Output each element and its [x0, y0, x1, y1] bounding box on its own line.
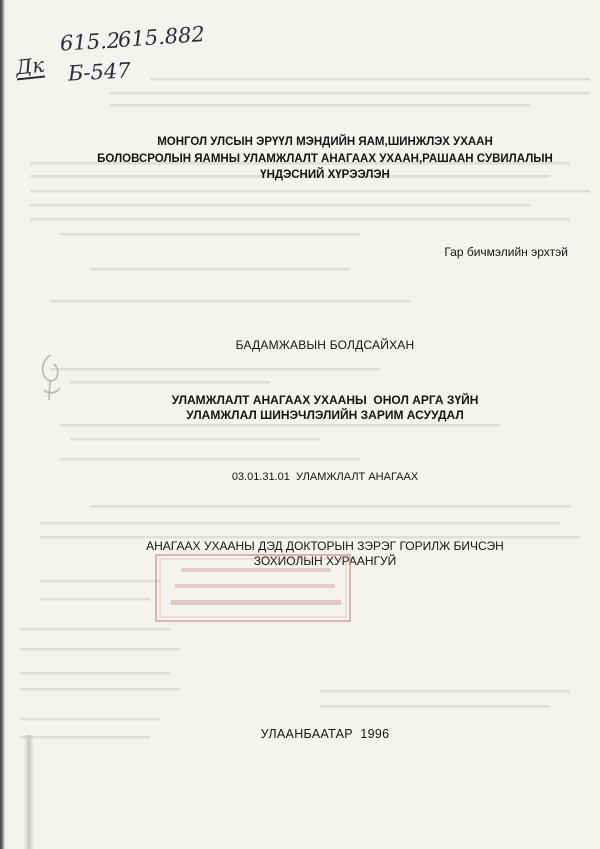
bleed-through-line: [40, 522, 560, 525]
manuscript-rights-note: Гар бичмэлийн эрхтэй: [444, 245, 568, 259]
handwritten-shelf-code: 615.882: [117, 22, 206, 53]
place-and-year: [50, 727, 600, 741]
header-line: ҮНДЭСНИЙ ХҮРЭЭЛЭН: [260, 169, 390, 181]
author-name: [50, 338, 600, 352]
bleed-through-line: [50, 300, 410, 303]
handwritten-shelf-code: Б-547: [67, 58, 132, 86]
bleed-through-line: [60, 424, 500, 427]
library-stamp: [153, 552, 353, 624]
bleed-through-line: [40, 598, 150, 601]
title-line: УЛАМЖЛАЛТ АНАГААХ УХААНЫ ОНОЛ АРГА ЗҮЙН: [171, 393, 479, 407]
bleed-through-line: [60, 233, 360, 236]
bleed-through-line: [60, 458, 360, 461]
degree-line: АНАГААХ УХААНЫ ДЭД ДОКТОРЫН ЗЭРЭГ ГОРИЛЖ БИЧСЭН: [146, 539, 504, 553]
bleed-through-line: [110, 104, 530, 107]
bleed-through-line: [20, 718, 160, 721]
handwritten-shelf-code: Дк: [14, 52, 46, 80]
bleed-through-line: [150, 78, 590, 81]
bleed-through-line: [110, 92, 590, 95]
bleed-through-line: [70, 381, 270, 384]
bleed-through-line: [20, 648, 180, 651]
bleed-through-line: [30, 190, 590, 193]
degree-line: ЗОХИОЛЫН ХУРААНГУЙ: [253, 554, 397, 568]
header-line: МОНГОЛ УЛСЫН ЭРҮҮЛ МЭНДИЙН ЯАМ,ШИНЖЛЭХ УХААН: [157, 136, 493, 148]
header-line: БОЛОВСРОЛЫН ЯАМНЫ УЛАМЖЛАЛТ АНАГААХ УХААН,РАШААН СУВИЛАЛЫН: [97, 152, 553, 165]
bleed-through-line: [20, 688, 180, 691]
bleed-through-line: [20, 628, 170, 631]
institution-header: [50, 134, 600, 184]
specialty-code: [50, 471, 600, 483]
bleed-through-line: [30, 204, 530, 207]
bleed-through-line: [70, 438, 320, 441]
bleed-through-line: [50, 368, 380, 371]
title-line: УЛАМЖЛАЛ ШИНЭЧЛЭЛИЙН ЗАРИМ АСУУДАЛ: [186, 408, 464, 422]
bleed-through-line: [30, 218, 570, 221]
bleed-through-line: [20, 672, 170, 675]
specialty-code-text: 03.01.31.01 УЛАМЖЛАЛТ АНАГААХ: [231, 471, 419, 483]
handwritten-shelf-code: 615.2: [59, 28, 121, 56]
author-name-text: БАДАМЖАВЫН БОЛДСАЙХАН: [235, 338, 415, 352]
bleed-through-line: [320, 705, 550, 708]
place-and-year-text: УЛААНБААТАР 1996: [260, 727, 390, 741]
bleed-through-line: [90, 268, 350, 271]
thesis-title: [50, 393, 600, 423]
bleed-through-line: [40, 580, 160, 583]
bleed-through-line: [90, 505, 570, 508]
bleed-through-line: [320, 690, 570, 693]
